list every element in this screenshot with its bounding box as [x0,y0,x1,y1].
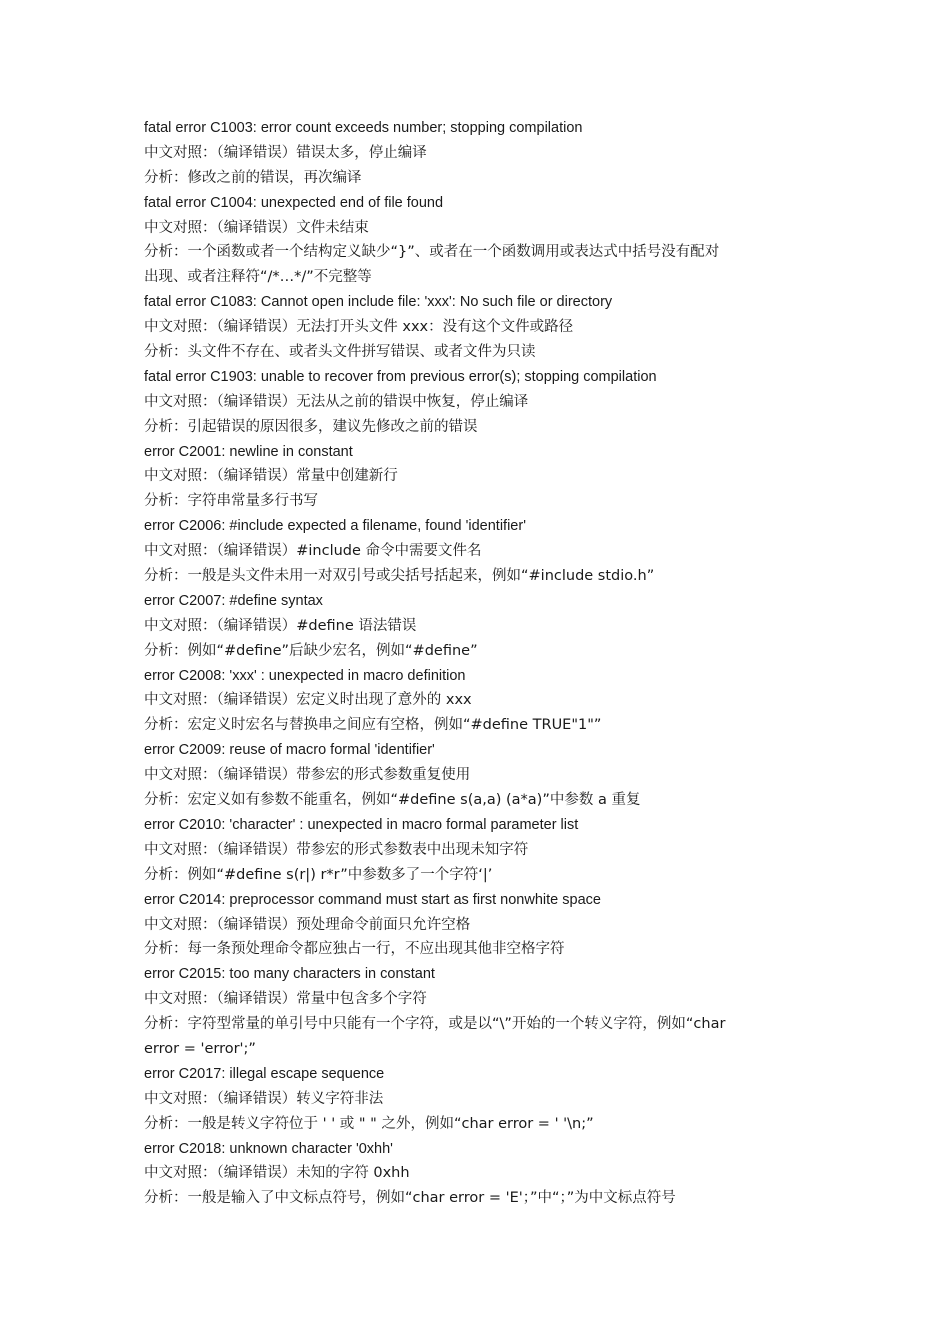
analysis-c2009: 分析：宏定义如有参数不能重名，例如“#define s(a,a) (a*a)”中参数 a 重复 [144,792,641,809]
error-code-c1083: fatal error C1083: Cannot open include file: 'xxx': No such file or directory [144,294,613,311]
error-code-c2010: error C2010: 'character' : unexpected in macro formal parameter list [144,816,579,833]
analysis-c2017: 分析：一般是转义字符位于 ' ' 或 " " 之外，例如“char error = ' '\n;” [144,1115,594,1132]
analysis-c2007: 分析：例如“#define”后缺少宏名，例如“#define” [144,642,478,659]
translation-c2017: 中文对照：（编译错误）转义字符非法 [144,1090,384,1107]
error-code-c2006: error C2006: #include expected a filename, found 'identifier' [144,518,526,535]
translation-c2009: 中文对照：（编译错误）带参宏的形式参数重复使用 [144,767,471,784]
error-code-c1003: fatal error C1003: error count exceeds number; stopping compilation [144,120,583,136]
translation-c2007: 中文对照：（编译错误）#define 语法错误 [144,617,417,634]
translation-c1004: 中文对照：（编译错误）文件未结束 [144,219,369,236]
error-code-c2017: error C2017: illegal escape sequence [144,1065,385,1082]
translation-c2010: 中文对照：（编译错误）带参宏的形式参数表中出现未知字符 [144,841,529,858]
analysis-c2014: 分析：每一条预处理命令都应独占一行，不应出现其他非空格字符 [144,941,565,958]
error-code-c2001: error C2001: newline in constant [144,443,353,460]
analysis-c2015-line2: error = 'error';” [144,1040,256,1057]
document-body [144,116,814,1211]
translation-c2018: 中文对照：（编译错误）未知的字符 0xhh [144,1165,410,1182]
error-code-c2018: error C2018: unknown character '0xhh' [144,1140,393,1157]
translation-c2001: 中文对照：（编译错误）常量中创建新行 [144,468,398,485]
error-code-c2014: error C2014: preprocessor command must start as first nonwhite space [144,891,601,908]
analysis-c1004-line2: 出现、或者注释符“/*…*/”不完整等 [144,269,372,286]
translation-c1903: 中文对照：（编译错误）无法从之前的错误中恢复，停止编译 [144,393,529,410]
error-code-c2007: error C2007: #define syntax [144,592,323,609]
error-code-c2009: error C2009: reuse of macro formal 'identifier' [144,742,435,759]
analysis-c2001: 分析：字符串常量多行书写 [144,493,318,510]
translation-c2006: 中文对照：（编译错误）#include 命令中需要文件名 [144,543,482,560]
analysis-c2010: 分析：例如“#define s(r|) r*r”中参数多了一个字符‘|’ [144,866,493,883]
translation-c2015: 中文对照：（编译错误）常量中包含多个字符 [144,991,427,1008]
translation-c2008: 中文对照：（编译错误）宏定义时出现了意外的 xxx [144,692,472,709]
analysis-c1903: 分析：引起错误的原因很多，建议先修改之前的错误 [144,418,478,435]
analysis-c1004-line1: 分析：一个函数或者一个结构定义缺少“}”、或者在一个函数调用或表达式中括号没有配对 [144,244,720,261]
analysis-c1083: 分析：头文件不存在、或者头文件拼写错误、或者文件为只读 [144,344,536,361]
analysis-c2018: 分析：一般是输入了中文标点符号，例如“char error = 'E'；”中“；”为中文标点符号 [144,1190,676,1207]
translation-c2014: 中文对照：（编译错误）预处理命令前面只允许空格 [144,916,471,933]
error-code-c1004: fatal error C1004: unexpected end of file found [144,194,444,211]
analysis-c2006: 分析：一般是头文件未用一对双引号或尖括号括起来，例如“#include stdio.h” [144,568,655,585]
translation-c1003: 中文对照：（编译错误）错误太多，停止编译 [144,144,427,161]
analysis-c2015-line1: 分析：字符型常量的单引号中只能有一个字符，或是以“\”开始的一个转义字符，例如“char [144,1016,726,1033]
analysis-c2008: 分析：宏定义时宏名与替换串之间应有空格，例如“#define TRUE"1"” [144,717,602,734]
translation-c1083: 中文对照：（编译错误）无法打开头文件 xxx：没有这个文件或路径 [144,319,574,336]
error-code-c1903: fatal error C1903: unable to recover from previous error(s); stopping compilation [144,368,657,385]
error-code-c2008: error C2008: 'xxx' : unexpected in macro definition [144,667,466,684]
analysis-c1003: 分析：修改之前的错误，再次编译 [144,169,362,186]
error-code-c2015: error C2015: too many characters in constant [144,966,435,983]
